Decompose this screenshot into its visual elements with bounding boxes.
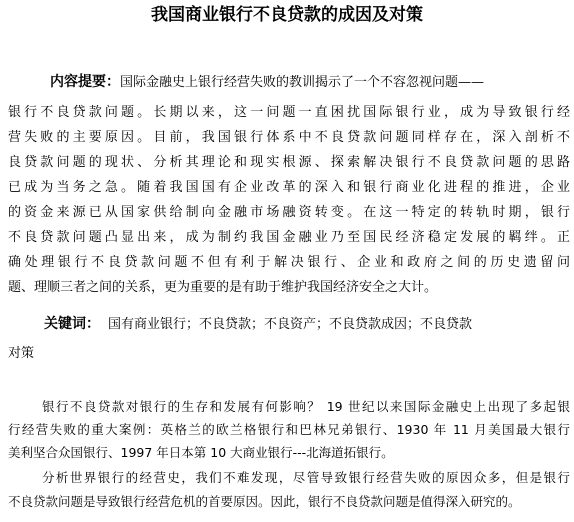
body-line: 美利坚合众国银行、1997 年日本第 10 大商业银行---北海道拓银行。 [8, 445, 394, 460]
abstract-line: 题、理顺三者之间的关系，更为重要的是有助于维护我国经济安全之大计。 [8, 280, 438, 295]
keywords-line [44, 312, 572, 336]
abstract-first-line [50, 70, 572, 94]
document-title: 我国商业银行不良贷款的成因及对策 [151, 5, 423, 25]
body-line: 银行不良贷款对银行的生存和发展有何影响？ 19 世纪以来国际金融史上出现了多起银 [42, 399, 570, 414]
keywords-label: 关键词： [44, 316, 100, 332]
abstract-line: 营失败的主要原因。目前，我国银行体系中不良贷款问题同样存在，深入剖析不 [8, 130, 570, 145]
body-line: 分析世界银行的经营史，我们不难发现，尽管导致银行经营失败的原因众多，但是银行 [42, 470, 570, 485]
abstract-line: 已成为当务之急。随着我国国有企业改革的深入和银行商业化进程的推进，企业 [8, 180, 570, 195]
keywords-continuation: 对策 [8, 346, 35, 361]
abstract-line: 的资金来源已从国家供给制向金融市场融资转变。在这一特定的转轨时期，银行 [8, 205, 570, 220]
abstract-line: 不良贷款问题凸显出来，成为制约我国金融业乃至国民经济稳定发展的羁绊。正 [8, 230, 570, 245]
abstract-label: 内容提要： [50, 74, 120, 90]
abstract-line: 良贷款问题的现状、分析其理论和现实根源、探索解决银行不良贷款问题的思路 [8, 155, 570, 170]
abstract-line: 国际金融史上银行经营失败的教训揭示了一个不容忽视问题—— [120, 75, 485, 90]
abstract-line: 银行不良贷款问题。长期以来，这一问题一直困扰国际银行业，成为导致银行经 [8, 105, 570, 120]
body-line: 行经营失败的重大案例：英格兰的欧兰格银行和巴林兄弟银行、1930 年 11 月美国最大银行 [8, 422, 570, 437]
abstract-line: 确处理银行不良贷款问题不但有利于解决银行、企业和政府之间的历史遗留问 [8, 255, 570, 270]
keywords-text: 国有商业银行；不良贷款；不良资产；不良贷款成因；不良贷款 [108, 317, 473, 332]
body-line: 不良贷款问题是导致银行经营危机的首要原因。因此，银行不良贷款问题是值得深入研究的。 [8, 494, 521, 509]
